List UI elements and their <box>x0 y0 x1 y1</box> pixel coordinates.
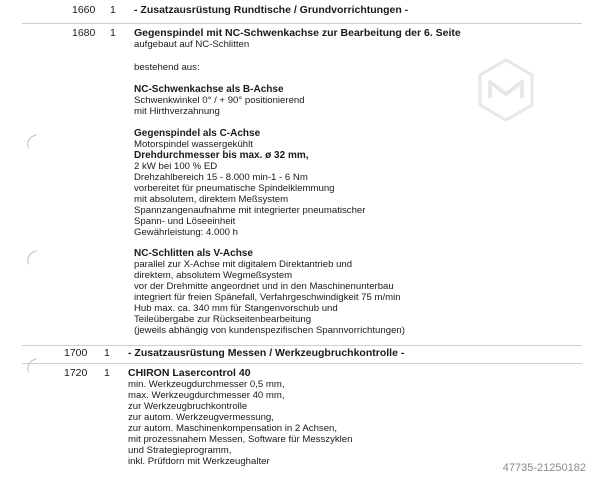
intro-text: bestehend aus: <box>134 62 200 73</box>
c-axis-line: Motorspindel wassergekühlt <box>134 139 253 150</box>
laser-spec-line: zur Werkzeugbruchkontrolle <box>128 401 248 412</box>
punch-hole-mark <box>25 250 41 265</box>
v-axis-line: Teileübergabe zur Rückseitenbearbeitung <box>134 314 312 325</box>
row-divider <box>22 363 582 364</box>
v-axis-line: integriert für freien Spänefall, Verfahrgeschwindigkeit 75 m/min <box>134 292 401 303</box>
row-divider <box>22 345 582 346</box>
quantity: 1 <box>104 367 110 379</box>
c-axis-line: vorbereitet für pneumatische Spindelklemmung <box>134 183 335 194</box>
position-number: 1700 <box>64 347 88 359</box>
laser-spec-line: max. Werkzeugdurchmesser 40 mm, <box>128 390 285 401</box>
section-heading: - Zusatzausrüstung Messen / Werkzeugbruchkontrolle - <box>128 347 405 359</box>
c-axis-line: Spannzangenaufnahme mit integrierter pneumatischer <box>134 205 366 216</box>
row-divider <box>22 23 582 24</box>
laser-spec-line: und Strategieprogramm, <box>128 445 232 456</box>
b-axis-line: Schwenkwinkel 0° / + 90° positionierend <box>134 95 305 106</box>
c-axis-heading: Gegenspindel als C-Achse <box>134 128 261 139</box>
quantity: 1 <box>104 347 110 359</box>
quantity: 1 <box>110 27 116 39</box>
laser-spec-line: min. Werkzeugdurchmesser 0,5 mm, <box>128 379 285 390</box>
c-axis-line: mit absolutem, direktem Meßsystem <box>134 194 289 205</box>
item-subtitle: aufgebaut auf NC-Schlitten <box>134 39 250 50</box>
position-number: 1680 <box>72 27 96 39</box>
c-axis-diameter: Drehdurchmesser bis max. ø 32 mm, <box>134 150 309 161</box>
c-axis-line: Gewährleistung: 4.000 h <box>134 227 238 238</box>
quantity: 1 <box>110 4 116 16</box>
laser-spec-line: zur autom. Werkzeugvermessung, <box>128 412 274 423</box>
v-axis-line: direktem, absolutem Wegmeßsystem <box>134 270 293 281</box>
laser-spec-line: inkl. Prüfdorn mit Werkzeughalter <box>128 456 270 467</box>
c-axis-line: Spann- und Löseeinheit <box>134 216 236 227</box>
section-heading: - Zusatzausrüstung Rundtische / Grundvorrichtungen - <box>134 4 409 16</box>
c-axis-line: Drehzahlbereich 15 - 8.000 min-1 - 6 Nm <box>134 172 308 183</box>
position-number: 1660 <box>72 4 96 16</box>
item-title: Gegenspindel mit NC-Schwenkachse zur Bearbeitung der 6. Seite <box>134 27 461 39</box>
c-axis-line: 2 kW bei 100 % ED <box>134 161 218 172</box>
v-axis-heading: NC-Schlitten als V-Achse <box>134 248 253 259</box>
b-axis-line: mit Hirthverzahnung <box>134 106 220 117</box>
v-axis-line: parallel zur X-Achse mit digitalem Direktantrieb und <box>134 259 353 270</box>
b-axis-heading: NC-Schwenkachse als B-Achse <box>134 84 284 95</box>
laser-spec-line: zur autom. Maschinenkompensation in 2 Achsen, <box>128 423 338 434</box>
position-number: 1720 <box>64 367 88 379</box>
machineseeker-logo-icon <box>474 58 538 122</box>
punch-hole-mark <box>25 358 41 373</box>
laser-spec-line: mit prozessnahem Messen, Software für Messzyklen <box>128 434 353 445</box>
v-axis-line: vor der Drehmitte angeordnet und in den Maschinenunterbau <box>134 281 394 292</box>
v-axis-line: Hub max. ca. 340 mm für Stangenvorschub und <box>134 303 338 314</box>
listing-id-stamp: 47735-21250182 <box>502 462 586 474</box>
punch-hole-mark <box>25 134 41 149</box>
v-axis-line: (jeweils abhängig von kundenspezifischen Spannvorrichtungen) <box>134 325 405 336</box>
item-title: CHIRON Lasercontrol 40 <box>128 367 251 379</box>
